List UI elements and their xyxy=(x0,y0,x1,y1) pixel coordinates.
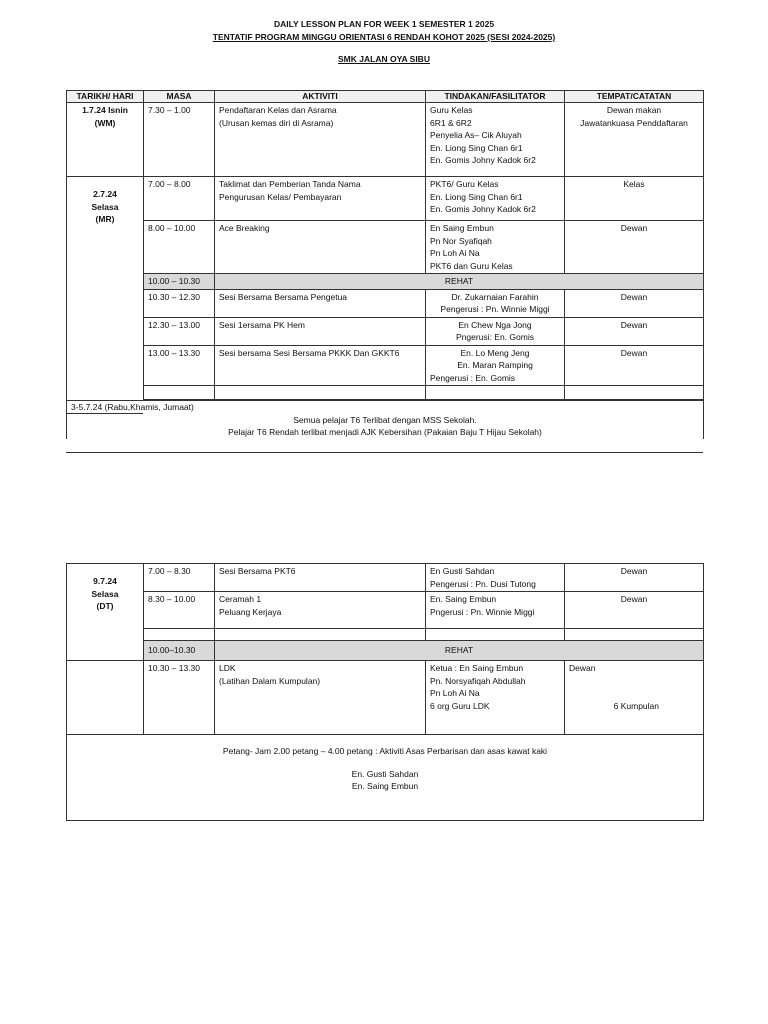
facilitator-line: En. Maran Ramping xyxy=(457,360,533,370)
note-date-label: 3-5.7.24 (Rabu,Khamis, Jumaat) xyxy=(71,402,194,412)
facilitator-line: En Gusti Sahdan xyxy=(430,566,495,576)
facilitator-line: Pn Loh Ai Na xyxy=(430,248,480,258)
time-cell: 10.30 – 12.30 xyxy=(144,289,215,317)
facilitator-line: Pengerusi : Pn. Dusi Tutong xyxy=(430,578,536,589)
note-row xyxy=(67,401,704,439)
venue-cell: Dewan xyxy=(565,592,704,629)
schedule-table-week1 xyxy=(66,90,704,439)
note-line: Semua pelajar T6 Terlibat dengan MSS Sekolah. xyxy=(293,414,477,425)
venue-cell: Dewan xyxy=(565,289,704,317)
activity-line: Pendaftaran Kelas dan Asrama xyxy=(219,105,337,115)
table-header-row xyxy=(67,91,704,103)
schedule-table-day3 xyxy=(66,563,704,821)
activity-line: Pengurusan Kelas/ Pembayaran xyxy=(219,191,342,202)
col-header-tindakan: TINDAKAN/FASILITATOR xyxy=(426,91,565,103)
table-row xyxy=(67,592,704,629)
activity-cell xyxy=(215,103,426,177)
time-cell: 8.00 – 10.00 xyxy=(144,221,215,274)
facilitator-line: Pn. Norsyafiqah Abdullah xyxy=(430,675,526,686)
facilitator-line: Penyelia As– Cik Aluyah xyxy=(430,130,522,140)
col-header-aktiviti: AKTIVITI xyxy=(215,91,426,103)
table-row xyxy=(67,564,704,592)
time-cell: 13.00 – 13.30 xyxy=(144,345,215,386)
facilitator-line: En. Gomis Johny Kadok 6r2 xyxy=(430,155,536,165)
break-row xyxy=(67,274,704,290)
facilitator-line: Pengerusi : En. Gomis xyxy=(430,372,516,383)
venue-cell: Dewan xyxy=(565,221,704,274)
note-cell xyxy=(67,401,704,439)
empty-cell xyxy=(144,386,215,400)
divider xyxy=(66,413,143,414)
empty-cell xyxy=(144,629,215,641)
facilitator-cell xyxy=(426,221,565,274)
activity-cell: Sesi Bersama Bersama Pengetua xyxy=(215,289,426,317)
table-row xyxy=(67,661,704,735)
time-cell: 10.00–10.30 xyxy=(144,641,215,661)
facilitator-cell xyxy=(426,103,565,177)
empty-cell xyxy=(215,386,426,400)
facilitator-line: Guru Kelas xyxy=(430,105,473,115)
break-label: REHAT xyxy=(215,274,704,290)
facilitator-line: En. Liong Sing Chan 6r1 xyxy=(430,191,523,202)
venue-cell: Kelas xyxy=(565,177,704,221)
table-row xyxy=(67,103,704,177)
group-count: 6 Kumpulan xyxy=(613,700,659,711)
facilitator-cell xyxy=(426,592,565,629)
facilitator-line: Ketua : En Saing Embun xyxy=(430,663,524,673)
activity-line: (Latihan Dalam Kumpulan) xyxy=(219,675,321,686)
day-code: (MR) xyxy=(95,214,115,224)
time-cell: 8.30 – 10.00 xyxy=(144,592,215,629)
date-label: 2.7.24 xyxy=(93,189,117,199)
date-label: 9.7.24 xyxy=(93,576,117,586)
table-row xyxy=(67,289,704,317)
empty-cell xyxy=(426,629,565,641)
note-cell xyxy=(67,735,704,821)
note-line: En. Saing Embun xyxy=(351,781,419,791)
facilitator-line: En Chew Nga Jong xyxy=(458,319,532,330)
venue-cell xyxy=(565,103,704,177)
note-line: Petang- Jam 2.00 petang – 4.00 petang : Aktiviti Asas Perbarisan dan asas kawat kaki xyxy=(222,746,548,756)
col-header-tempat: TEMPAT/CATATAN xyxy=(565,91,704,103)
empty-cell xyxy=(565,386,704,400)
activity-cell: Sesi bersama Sesi Bersama PKKK Dan GKKT6 xyxy=(215,345,426,386)
school-name: SMK JALAN OYA SIBU xyxy=(338,54,430,64)
time-cell: 7.30 – 1.00 xyxy=(144,103,215,177)
facilitator-line: 6R1 & 6R2 xyxy=(430,117,472,128)
facilitator-cell xyxy=(426,564,565,592)
col-header-tarikh: TARIKH/ HARI xyxy=(67,91,144,103)
venue-cell xyxy=(565,661,704,735)
facilitator-line: En. Gomis Johny Kadok 6r2 xyxy=(430,204,536,214)
facilitator-cell xyxy=(426,661,565,735)
time-cell: 10.30 – 13.30 xyxy=(144,661,215,735)
break-label: REHAT xyxy=(215,641,704,661)
activity-line: Taklimat dan Pemberian Tanda Nama xyxy=(219,179,361,189)
activity-line: (Urusan kemas diri di Asrama) xyxy=(219,117,334,128)
facilitator-cell xyxy=(426,345,565,386)
empty-cell xyxy=(426,386,565,400)
venue-line: Dewan xyxy=(569,663,596,673)
date-cell xyxy=(67,564,144,661)
activity-cell xyxy=(215,661,426,735)
activity-cell: Sesi Bersama PKT6 xyxy=(215,564,426,592)
activity-cell xyxy=(215,592,426,629)
activity-line: Ceramah 1 xyxy=(219,594,262,604)
activity-cell: Sesi 1ersama PK Hem xyxy=(215,317,426,345)
time-cell: 10.00 – 10.30 xyxy=(144,274,215,290)
time-cell: 7.00 – 8.30 xyxy=(144,564,215,592)
page-separator xyxy=(66,452,703,453)
facilitator-line: Pn Nor Syafiqah xyxy=(430,235,492,246)
activity-line: Peluang Kerjaya xyxy=(219,606,282,617)
venue-line: Dewan makan xyxy=(606,105,662,115)
empty-cell xyxy=(67,661,144,735)
table-row xyxy=(67,177,704,221)
activity-cell xyxy=(215,177,426,221)
venue-cell: Dewan xyxy=(565,317,704,345)
facilitator-line: 6 org Guru LDK xyxy=(430,700,490,711)
day-label: Selasa xyxy=(91,588,119,599)
table-row xyxy=(67,629,704,641)
empty-cell xyxy=(215,629,426,641)
day-label: Selasa xyxy=(91,201,119,212)
facilitator-line: PKT6 dan Guru Kelas xyxy=(430,260,513,271)
program-title: TENTATIF PROGRAM MINGGU ORIENTASI 6 RENDAH KOHOT 2025 (SESI 2024-2025) xyxy=(212,32,556,42)
facilitator-line: Pngerusi: En. Gomis xyxy=(456,332,534,342)
table-row xyxy=(67,345,704,386)
facilitator-cell xyxy=(426,177,565,221)
venue-line: Jawatankuasa Penddaftaran xyxy=(580,117,688,128)
facilitator-cell xyxy=(426,317,565,345)
time-cell: 12.30 – 13.00 xyxy=(144,317,215,345)
date-label: 1.7.24 Isnin xyxy=(82,105,128,115)
activity-line: LDK xyxy=(219,663,236,673)
time-cell: 7.00 – 8.00 xyxy=(144,177,215,221)
venue-cell: Dewan xyxy=(565,345,704,386)
facilitator-line: Pn Loh Ai Na xyxy=(430,688,480,698)
table-row xyxy=(67,221,704,274)
venue-cell: Dewan xyxy=(565,564,704,592)
date-cell xyxy=(67,177,144,401)
table-row xyxy=(67,317,704,345)
note-row xyxy=(67,735,704,821)
empty-cell xyxy=(565,629,704,641)
facilitator-line: En. Liong Sing Chan 6r1 xyxy=(430,142,523,153)
day-code: (WM) xyxy=(94,117,116,128)
facilitator-line: Pngerusi : Pn. Winnie Miggi xyxy=(430,606,535,617)
note-line: Pelajar T6 Rendah terlibat menjadi AJK Kebersihan (Pakaian Baju T Hijau Sekolah) xyxy=(228,427,542,437)
break-row xyxy=(67,641,704,661)
facilitator-line: En. Lo Meng Jeng xyxy=(460,347,530,358)
facilitator-line: Pengerusi : Pn. Winnie Miggi xyxy=(440,304,550,314)
note-line: En. Gusti Sahdan xyxy=(351,768,419,779)
facilitator-line: En. Saing Embun xyxy=(430,594,497,604)
table-row xyxy=(67,386,704,400)
activity-cell: Ace Breaking xyxy=(215,221,426,274)
facilitator-line: Dr. Zukarnaian Farahin xyxy=(451,291,539,302)
col-header-masa: MASA xyxy=(144,91,215,103)
date-cell xyxy=(67,103,144,177)
facilitator-line: PKT6/ Guru Kelas xyxy=(430,179,499,189)
facilitator-line: En Saing Embun xyxy=(430,223,494,233)
document-title: DAILY LESSON PLAN FOR WEEK 1 SEMESTER 1 2025 xyxy=(273,19,495,29)
day-code: (DT) xyxy=(96,601,114,611)
facilitator-cell xyxy=(426,289,565,317)
